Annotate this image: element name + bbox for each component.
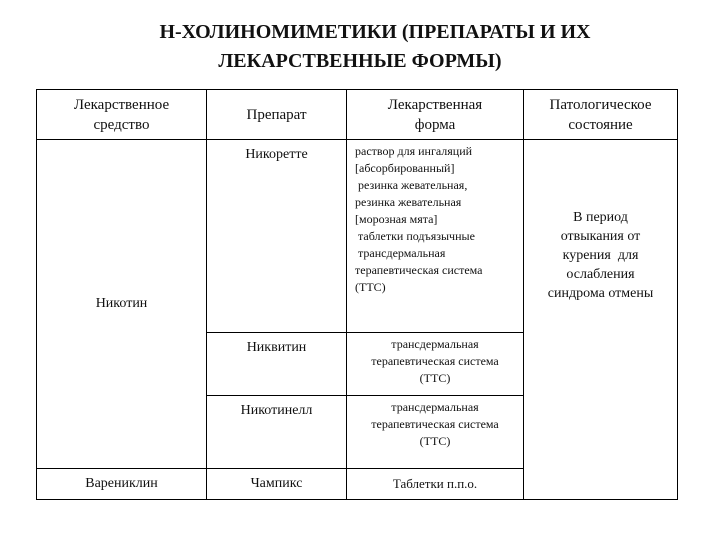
substance-nicotine: Никотин xyxy=(37,140,207,469)
page-title xyxy=(0,18,720,76)
header-condition: Патологическое состояние xyxy=(524,90,678,140)
forms-nicotinell: трансдермальная терапевтическая система (ТТС) xyxy=(347,396,524,469)
drug-niquitin: Никвитин xyxy=(207,333,347,396)
condition-cell: В период отвыкания от курения для ослабления синдрома отмены xyxy=(524,140,678,500)
header-form: Лекарственная форма xyxy=(347,90,524,140)
header-row xyxy=(37,90,678,140)
drug-table xyxy=(36,89,678,500)
forms-nicorette: раствор для ингаляций [абсорбированный] резинка жевательная, резинка жевательная [морозная мята] таблетки подъязычные трансдермальная терапевтическая система (ТТС) xyxy=(347,140,524,333)
header-drug: Препарат xyxy=(207,90,347,140)
forms-niquitin: трансдермальная терапевтическая система (ТТС) xyxy=(347,333,524,396)
title-line-2: ЛЕКАРСТВЕННЫЕ ФОРМЫ) xyxy=(218,50,502,72)
drug-nicorette: Никоретте xyxy=(207,140,347,333)
drug-nicotinell: Никотинелл xyxy=(207,396,347,469)
drug-champix: Чампикс xyxy=(207,469,347,500)
substance-varenicline: Варениклин xyxy=(37,469,207,500)
table-row xyxy=(37,140,678,333)
form-champix: Таблетки п.п.о. xyxy=(347,469,524,500)
title-line-1: Н-ХОЛИНОМИМЕТИКИ (ПРЕПАРАТЫ И ИХ xyxy=(159,21,591,43)
header-substance: Лекарственное средство xyxy=(37,90,207,140)
